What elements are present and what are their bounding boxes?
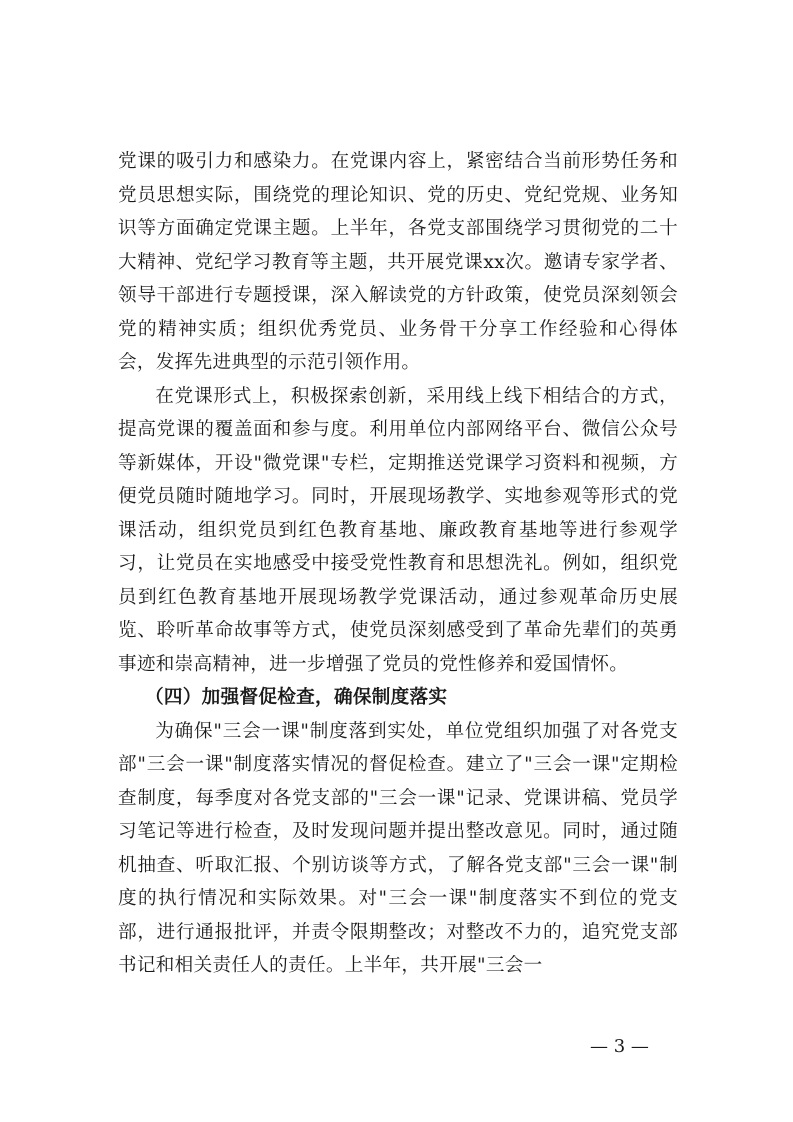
page-number: — 3 — xyxy=(590,1036,649,1057)
paragraph-3: 为确保"三会一课"制度落到实处，单位党组织加强了对各党支部"三会一课"制度落实情况的督促检查。建立了"三会一课"定期检查制度，每季度对各党支部的"三会一课"记录、党课讲稿、党员学习笔记等进行检查，及时发现问题并提出整改意见。同时，通过随机抽查、听取汇报、个别访谈等方式，了解各党支部"三会一课"制度的执行情况和实际效果。对"三会一课"制度落实不到位的党支部，进行通报批评，并责令限期整改；对整改不力的，追究党支部书记和相关责任人的责任。上半年，共开展"三会一 xyxy=(118,720,678,976)
document-body xyxy=(118,145,678,983)
paragraph-2: 在党课形式上，积极探索创新，采用线上线下相结合的方式，提高党课的覆盖面和参与度。利用单位内部网络平台、微信公众号等新媒体，开设"微党课"专栏，定期推送党课学习资料和视频，方便党员随时随地学习。同时，开展现场教学、实地参观等形式的党课活动，组织党员到红色教育基地、廉政教育基地等进行参观学习，让党员在实地感受中接受党性教育和思想洗礼。例如，组织党员到红色教育基地开展现场教学党课活动，通过参观革命历史展览、聆听革命故事等方式，使党员深刻感受到了革命先辈们的英勇事迹和崇高精神，进一步增强了党员的党性修养和爱国情怀。 xyxy=(118,385,678,675)
paragraph-1: 党课的吸引力和感染力。在党课内容上，紧密结合当前形势任务和党员思想实际，围绕党的理论知识、党的历史、党纪党规、业务知识等方面确定党课主题。上半年，各党支部围绕学习贯彻党的二十大精神、党纪学习教育等主题，共开展党课xx次。邀请专家学者、领导干部进行专题授课，深入解读党的方针政策，使党员深刻领会党的精神实质；组织优秀党员、业务骨干分享工作经验和心得体会，发挥先进典型的示范引领作用。 xyxy=(118,151,678,373)
section-heading: （四）加强督促检查，确保制度落实 xyxy=(145,687,448,708)
